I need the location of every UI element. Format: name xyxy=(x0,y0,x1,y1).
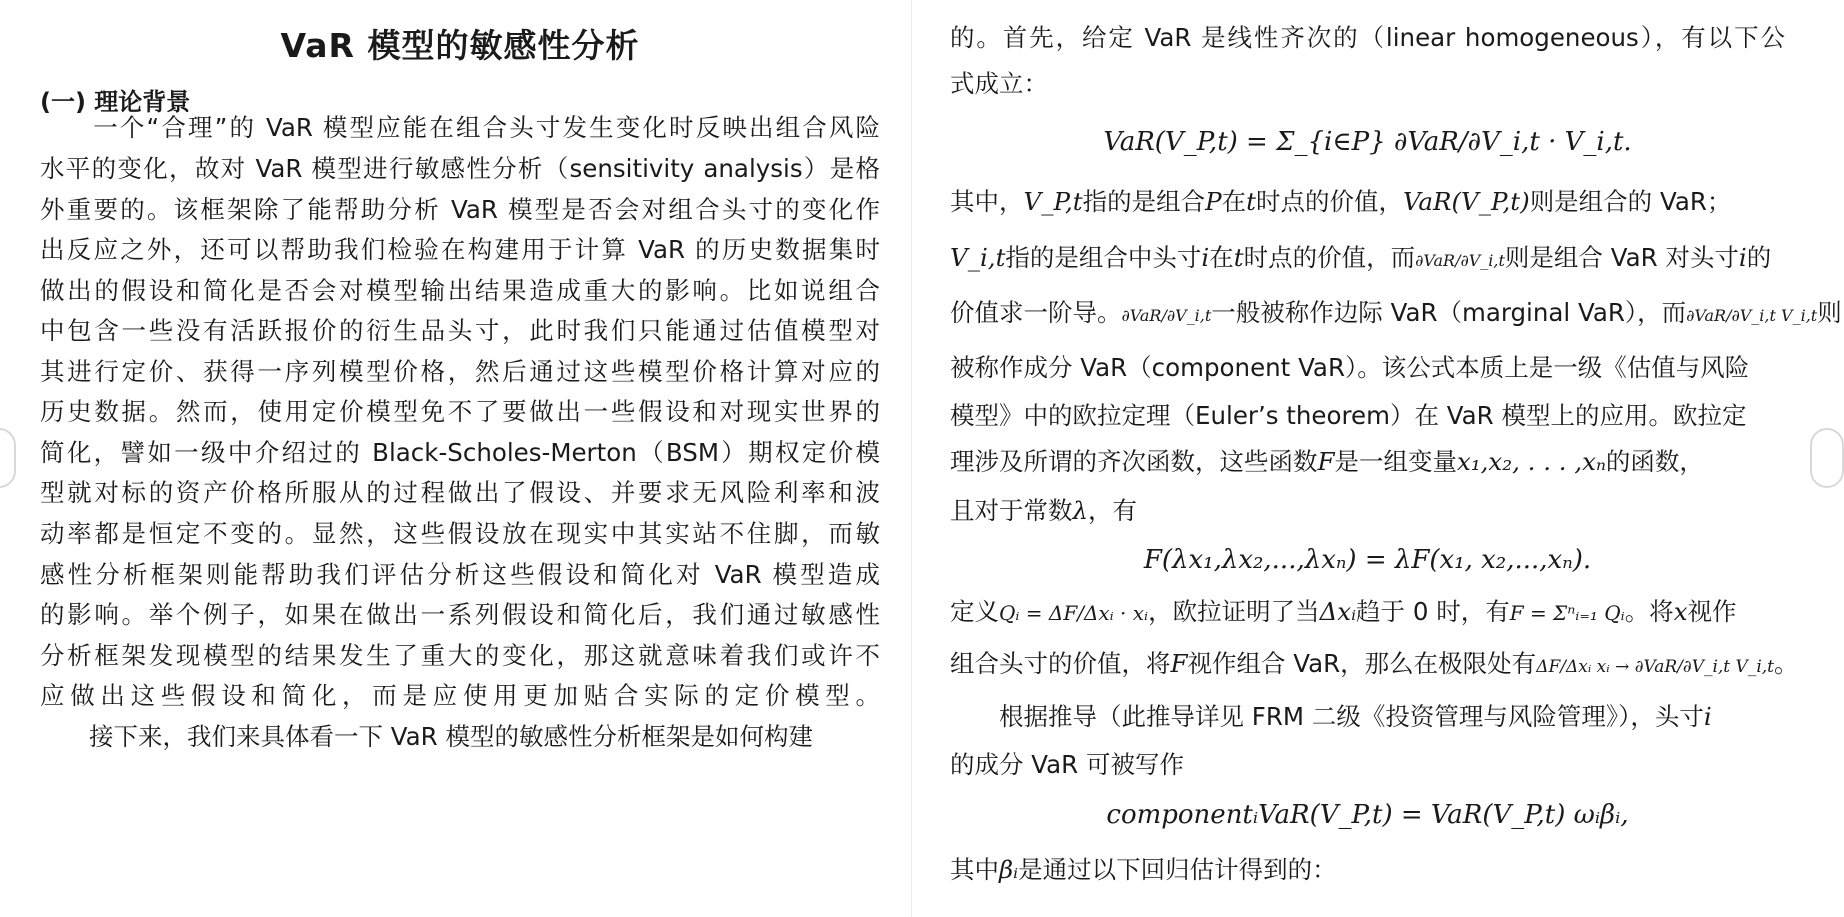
left-line: 动率都是恒定不变的。显然，这些假设放在现实中其实站不住脚，而敏 xyxy=(40,519,880,548)
math-run: ΔF/Δxᵢ xᵢ → ∂VaR/∂V_i,t V_i,t xyxy=(1536,657,1774,677)
text-run: 时点的价值， xyxy=(1255,187,1403,216)
left-line: 应做出这些假设和简化，而是应使用更加贴合实际的定价模型。 xyxy=(40,681,880,710)
math-run: i xyxy=(1201,243,1210,272)
math-run: ∂VaR/∂V_i,t xyxy=(1415,251,1505,270)
section-heading: (一) 理论背景 xyxy=(40,88,191,116)
right-line xyxy=(950,238,1785,278)
text-run: 且对于常数 xyxy=(950,496,1073,525)
math-run: ∂VaR/∂V_i,t V_i,t xyxy=(1686,306,1818,325)
right-line xyxy=(950,442,1785,482)
right-line xyxy=(950,182,1785,222)
text-run: 。 xyxy=(1774,649,1799,678)
text-run: 价值求一阶导。 xyxy=(950,298,1122,327)
math-run: i xyxy=(1703,702,1712,731)
text-run: 是通过以下回归估计得到的： xyxy=(1018,855,1337,884)
math-run: t xyxy=(1246,187,1256,216)
text-run: 是一组变量 xyxy=(1334,447,1457,476)
left-line: 型就对标的资产价格所服从的过程做出了假设、并要求无风险利率和波 xyxy=(40,478,880,507)
math-run: Qᵢ = ΔF/Δxᵢ · xᵢ xyxy=(999,601,1149,625)
math-run: i xyxy=(1738,243,1747,272)
math-run: ∂VaR/∂V_i,t xyxy=(1121,306,1212,325)
text-run: ，欧拉证明了当 xyxy=(1148,597,1320,626)
left-line: 接下来，我们来具体看一下 VaR 模型的敏感性分析框架是如何构建 xyxy=(40,722,813,751)
text-run: 趋于 0 时，有 xyxy=(1356,597,1510,626)
right-line: 模型》中的欧拉定理（Euler’s theorem）在 VaR 模型上的应用。欧拉定 xyxy=(950,401,1747,430)
text-run: 则 xyxy=(1817,298,1842,327)
right-line xyxy=(950,644,1799,684)
left-line: 一个“合理”的 VaR 模型应能在组合头寸发生变化时反映出组合风险 xyxy=(40,113,880,142)
math-run: t xyxy=(1233,243,1244,272)
math-run: P xyxy=(1205,187,1222,216)
math-run: F = Σⁿᵢ₌₁ Qᵢ xyxy=(1509,601,1625,625)
left-line: 感性分析框架则能帮助我们评估分析这些假设和简化对 VaR 模型造成 xyxy=(40,560,880,589)
math-run: V_P,t xyxy=(1023,187,1083,216)
right-line xyxy=(950,293,1842,333)
text-run: 指的是组合 xyxy=(1082,187,1206,216)
left-line: 中包含一些没有活跃报价的衍生品头寸，此时我们只能通过估值模型对 xyxy=(40,316,880,345)
formula-component-var: componentᵢVaR(V_P,t) = VaR(V_P,t) ωᵢβᵢ, xyxy=(1106,800,1629,830)
page-divider xyxy=(911,0,912,917)
math-run: F xyxy=(1170,649,1188,678)
left-line: 外重要的。该框架除了能帮助分析 VaR 模型是否会对组合头寸的变化作 xyxy=(40,195,880,224)
text-run: 理涉及所谓的齐次函数，这些函数 xyxy=(950,447,1318,476)
text-run: 则是组合的 VaR； xyxy=(1529,187,1732,216)
right-line: 的。首先，给定 VaR 是线性齐次的（linear homogeneous），有以下公 xyxy=(950,23,1785,52)
math-run: F xyxy=(1317,447,1335,476)
left-line: 历史数据。然而，使用定价模型免不了要做出一些假设和对现实世界的 xyxy=(40,397,880,426)
left-line: 水平的变化，故对 VaR 模型进行敏感性分析（sensitivity analysis）是格 xyxy=(40,154,880,183)
previous-page-button[interactable] xyxy=(0,428,16,488)
text-run: 时点的价值，而 xyxy=(1243,243,1416,272)
text-run: 指的是组合中头寸 xyxy=(1005,243,1202,272)
left-line: 其进行定价、获得一序列模型价格，然后通过这些模型价格计算对应的 xyxy=(40,357,880,386)
next-page-button[interactable] xyxy=(1810,428,1844,488)
right-line xyxy=(950,592,1785,632)
text-run: 在 xyxy=(1221,187,1247,216)
math-run: V_i,t xyxy=(950,243,1006,272)
text-run: 视作组合 VaR，那么在极限处有 xyxy=(1187,649,1537,678)
text-run: ，有 xyxy=(1088,496,1138,525)
math-run: Δxᵢ xyxy=(1319,597,1357,626)
right-line: 被称作成分 VaR（component VaR）。该公式本质上是一级《估值与风险 xyxy=(950,353,1750,382)
left-line: 做出的假设和简化是否会对模型输出结果造成重大的影响。比如说组合 xyxy=(40,276,880,305)
right-line: 的成分 VaR 可被写作 xyxy=(950,750,1184,779)
text-run: 视作 xyxy=(1687,597,1737,626)
text-run: 其中， xyxy=(950,187,1024,216)
text-run: 。将 xyxy=(1624,597,1674,626)
text-run: 则是组合 VaR 对头寸 xyxy=(1504,243,1739,272)
text-run: 组合头寸的价值，将 xyxy=(950,649,1171,678)
text-run: 定义 xyxy=(950,597,999,626)
page-title: VaR 模型的敏感性分析 xyxy=(280,26,640,65)
right-line xyxy=(950,491,1785,531)
math-run: VaR(V_P,t) xyxy=(1402,187,1530,216)
formula-homogeneous-function: F(λx₁,λx₂,...,λxₙ) = λF(x₁, x₂,...,xₙ). xyxy=(1143,545,1592,575)
left-line: 的影响。举个例子，如果在做出一系列假设和简化后，我们通过敏感性 xyxy=(40,600,880,629)
math-run: λ xyxy=(1072,496,1089,525)
text-run: 在 xyxy=(1209,243,1234,272)
text-run: 根据推导（此推导详见 FRM 二级《投资管理与风险管理》），头寸 xyxy=(950,702,1704,731)
formula-var-decomposition: VaR(V_P,t) = Σ_{i∈P} ∂VaR/∂V_i,t · V_i,t. xyxy=(1103,127,1632,157)
left-line: 出反应之外，还可以帮助我们检验在构建用于计算 VaR 的历史数据集时 xyxy=(40,235,880,264)
left-line: 简化，譬如一级中介绍过的 Black-Scholes-Merton（BSM）期权定价模 xyxy=(40,438,880,467)
right-line xyxy=(950,850,1785,890)
left-line: 分析框架发现模型的结果发生了重大的变化，那这就意味着我们或许不 xyxy=(40,641,880,670)
right-line xyxy=(950,697,1785,737)
text-run: 的 xyxy=(1746,243,1772,272)
math-run: x₁,x₂, . . . ,xₙ xyxy=(1457,447,1606,476)
text-run: 的函数， xyxy=(1605,447,1704,476)
text-run: 其中 xyxy=(950,855,999,884)
right-line: 式成立： xyxy=(950,69,1048,98)
math-run: βᵢ xyxy=(999,855,1019,884)
math-run: x xyxy=(1673,597,1688,626)
text-run: 一般被称作边际 VaR（marginal VaR），而 xyxy=(1211,298,1687,327)
